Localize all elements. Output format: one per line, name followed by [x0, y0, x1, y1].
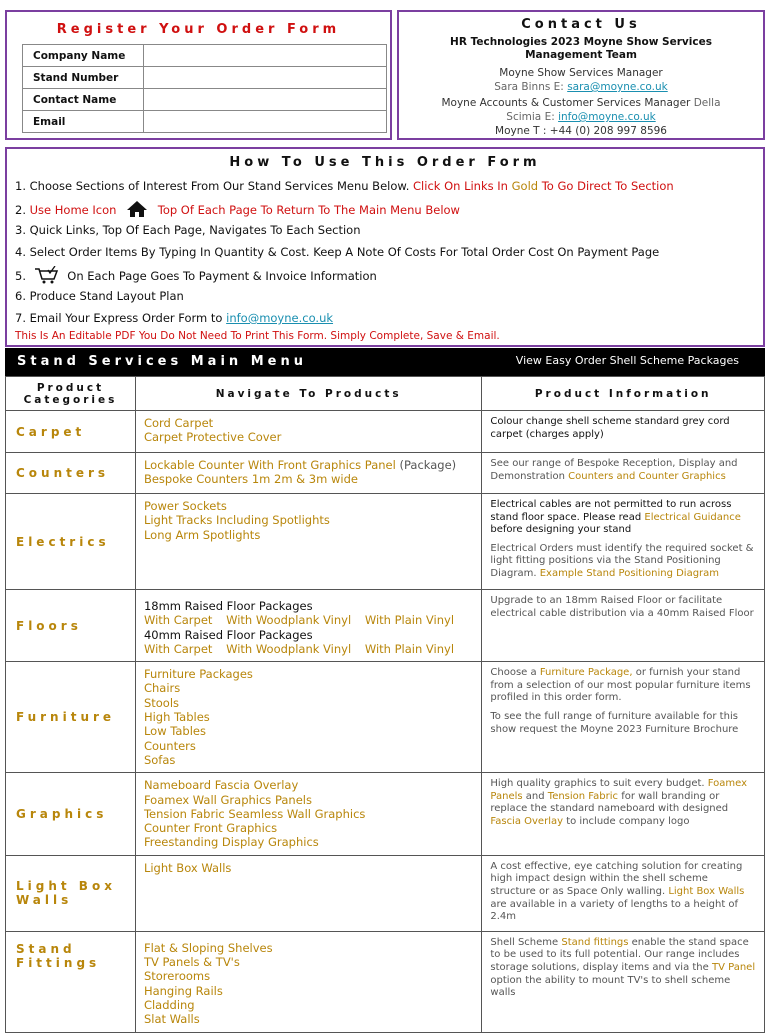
- nav-light-box: [135, 855, 481, 931]
- link-tension-fabric[interactable]: Tension Fabric Seamless Wall Graphics: [143, 806, 366, 821]
- table-row: [6, 931, 765, 1032]
- contact-org: HR Technologies 2023 Moyne Show Services Management Team: [450, 36, 712, 61]
- category-floors: Floors: [6, 590, 136, 662]
- accounts-email-link[interactable]: info@moyne.co.uk: [558, 111, 656, 123]
- category-graphics: Graphics: [6, 773, 136, 855]
- link-stools[interactable]: Stools: [143, 695, 180, 710]
- register-title: Register Your Order Form: [56, 22, 341, 37]
- link-info-foamex[interactable]: Foamex Panels: [490, 778, 748, 802]
- link-slat-walls[interactable]: Slat Walls: [143, 1012, 200, 1027]
- col-navigate: Navigate To Products: [135, 377, 481, 411]
- link-cord-carpet[interactable]: Cord Carpet: [143, 416, 214, 430]
- category-counters: Counters: [6, 453, 136, 494]
- shell-scheme-link[interactable]: View Easy Order Shell Scheme Packages: [515, 354, 739, 367]
- contact-phone: Moyne T : +44 (0) 208 997 8596: [495, 125, 667, 137]
- category-electrics: Electrics: [6, 494, 136, 590]
- home-icon[interactable]: [126, 200, 148, 218]
- contact-title: Contact Us: [521, 17, 641, 32]
- link-long-arm-spotlights[interactable]: Long Arm Spotlights: [143, 527, 261, 542]
- menu-table: [5, 376, 765, 1033]
- nav-furniture: [135, 662, 481, 773]
- table-row: [6, 453, 765, 494]
- link-carpet-cover[interactable]: Carpet Protective Cover: [143, 430, 282, 445]
- link-furniture-packages[interactable]: Furniture Packages: [143, 667, 253, 682]
- info-graphics: High quality graphics to suit every budget. Foamex Panels and Tension Fabric for wall branding or replace the standard nameboard with designed Fascia Overlay to include company logo: [482, 773, 765, 855]
- link-18-carpet[interactable]: With Carpet: [143, 613, 213, 628]
- step-5: 5. On Each Page Goes To Payment & Invoice Information: [15, 266, 377, 284]
- table-header-row: [6, 377, 765, 411]
- email-field[interactable]: [144, 111, 387, 133]
- col-categories: Product Categories: [6, 377, 136, 411]
- manager-line: Sara Binns E: sara@moyne.co.uk: [494, 81, 668, 93]
- nav-carpet: [135, 411, 481, 453]
- link-counters[interactable]: Counters: [143, 738, 196, 753]
- email-label: Email: [23, 111, 144, 133]
- how-to-title: How To Use This Order Form: [229, 155, 541, 170]
- link-freestanding-graphics[interactable]: Freestanding Display Graphics: [143, 835, 319, 850]
- contact-name-label: Contact Name: [23, 89, 144, 111]
- link-furniture-package-info[interactable]: Furniture Package,: [539, 667, 633, 679]
- table-row: [6, 494, 765, 590]
- register-form-panel: [5, 10, 392, 140]
- accounts-line: Moyne Accounts & Customer Services Manager Della: [441, 97, 721, 109]
- nav-counters: Lockable Counter With Front Graphics Panel (Package) Bespoke Counters 1m 2m & 3m wide: [135, 453, 481, 494]
- link-info-fascia[interactable]: Fascia Overlay: [490, 816, 564, 828]
- link-light-tracks[interactable]: Light Tracks Including Spotlights: [143, 513, 330, 528]
- link-foamex-panels[interactable]: Foamex Wall Graphics Panels: [143, 792, 312, 807]
- company-name-label: Company Name: [23, 45, 144, 67]
- link-counter-graphics[interactable]: Counters and Counter Graphics: [568, 470, 726, 482]
- link-18-plain[interactable]: With Plain Vinyl: [364, 613, 455, 628]
- manager-title: Moyne Show Services Manager: [499, 67, 663, 79]
- link-40-carpet[interactable]: With Carpet: [143, 641, 213, 656]
- info-carpet: Colour change shell scheme standard grey cord carpet (charges apply): [482, 411, 765, 453]
- link-18-woodplank[interactable]: With Woodplank Vinyl: [226, 613, 352, 628]
- category-furniture: Furniture: [6, 662, 136, 773]
- link-shelves[interactable]: Flat & Sloping Shelves: [143, 940, 273, 955]
- step-3: 3. Quick Links, Top Of Each Page, Navigates To Each Section: [15, 223, 361, 237]
- info-electrics: Electrical cables are not permitted to run across stand floor space. Please read Electrical Guidance before designing your stand Electrical Orders must identify the required socket & light fitting positions via the Stand Positioning Diagram. Example Stand Positioning Diagram: [482, 494, 765, 590]
- nav-stand-fittings: [135, 931, 481, 1032]
- main-menu: [5, 348, 765, 1033]
- table-row: [6, 662, 765, 773]
- express-email-link[interactable]: info@moyne.co.uk: [226, 311, 334, 325]
- table-row: [6, 411, 765, 453]
- link-chairs[interactable]: Chairs: [143, 681, 181, 696]
- link-storerooms[interactable]: Storerooms: [143, 969, 211, 984]
- register-fields-table: [22, 44, 387, 133]
- step-4: 4. Select Order Items By Typing In Quantity & Cost. Keep A Note Of Costs For Total Order Cost On Payment Page: [15, 245, 660, 259]
- stand-number-field[interactable]: [144, 67, 387, 89]
- menu-title: Stand Services Main Menu: [17, 354, 307, 369]
- category-light-box: Light Box Walls: [6, 855, 136, 931]
- how-to-panel: [5, 147, 765, 347]
- link-info-light-box[interactable]: Light Box Walls: [668, 885, 745, 897]
- contact-panel: [397, 10, 765, 140]
- link-light-box-walls[interactable]: Light Box Walls: [143, 860, 232, 875]
- link-tv-panels[interactable]: TV Panels & TV's: [143, 955, 240, 970]
- info-furniture: Choose a Furniture Package, or furnish your stand from a selection of our most popular furniture items profiled in this order form. To see the full range of furniture available for this show request the Moyne 2023 Furniture Brochure: [482, 662, 765, 773]
- link-40-plain[interactable]: With Plain Vinyl: [364, 641, 455, 656]
- table-row: [6, 855, 765, 931]
- table-row: [6, 773, 765, 855]
- link-nameboard-fascia[interactable]: Nameboard Fascia Overlay: [143, 778, 299, 793]
- step-7: 7. Email Your Express Order Form to info@moyne.co.uk: [15, 311, 334, 325]
- table-row: [6, 590, 765, 662]
- link-electrical-guidance[interactable]: Electrical Guidance: [644, 511, 741, 523]
- menu-header-bar: [5, 348, 765, 376]
- info-floors: Upgrade to an 18mm Raised Floor or facilitate electrical cable distribution via a 40mm Raised Floor: [482, 590, 765, 662]
- editable-pdf-note: This Is An Editable PDF You Do Not Need To Print This Form. Simply Complete, Save & Email.: [15, 330, 500, 342]
- floors-40mm-heading: 40mm Raised Floor Packages: [143, 627, 313, 642]
- step-1: 1. Choose Sections of Interest From Our Stand Services Menu Below. Click On Links In Gold To Go Direct To Section: [15, 179, 674, 193]
- link-info-tension[interactable]: Tension Fabric: [547, 790, 619, 802]
- manager-email-link[interactable]: sara@moyne.co.uk: [567, 81, 668, 93]
- contact-name-field[interactable]: [144, 89, 387, 111]
- link-lockable-counter[interactable]: Lockable Counter With Front Graphics Panel: [143, 458, 396, 472]
- link-hanging-rails[interactable]: Hanging Rails: [143, 983, 223, 998]
- link-low-tables[interactable]: Low Tables: [143, 724, 206, 739]
- company-name-field[interactable]: [144, 45, 387, 67]
- nav-electrics: [135, 494, 481, 590]
- category-stand-fittings: Stand Fittings: [6, 931, 136, 1032]
- link-cladding[interactable]: Cladding: [143, 997, 195, 1012]
- link-positioning-diagram[interactable]: Example Stand Positioning Diagram: [539, 567, 720, 579]
- nav-graphics: [135, 773, 481, 855]
- col-info: Product Information: [482, 377, 765, 411]
- link-40-woodplank[interactable]: With Woodplank Vinyl: [226, 641, 352, 656]
- floors-18mm-heading: 18mm Raised Floor Packages: [143, 599, 313, 613]
- link-info-stand-fittings[interactable]: Stand fittings: [561, 936, 629, 948]
- category-carpet: Carpet: [6, 411, 136, 453]
- link-power-sockets[interactable]: Power Sockets: [143, 499, 227, 513]
- link-bespoke-counters[interactable]: Bespoke Counters 1m 2m & 3m wide: [143, 472, 358, 487]
- link-counter-front-graphics[interactable]: Counter Front Graphics: [143, 821, 278, 836]
- accounts-email-line: Scimia E: info@moyne.co.uk: [506, 111, 656, 123]
- nav-floors: [135, 590, 481, 662]
- link-info-tv-panel[interactable]: TV Panel: [712, 961, 756, 973]
- info-counters: See our range of Bespoke Reception, Display and Demonstration Counters and Counter Graphics: [482, 453, 765, 494]
- info-stand-fittings: Shell Scheme Stand fittings enable the stand space to be used to its full potential. Our range includes storage solutions, display items and via the TV Panel option the ability to mount TV's to shell scheme walls: [482, 931, 765, 1032]
- link-sofas[interactable]: Sofas: [143, 752, 176, 767]
- stand-number-label: Stand Number: [23, 67, 144, 89]
- step-2: 2. Use Home Icon Top Of Each Page To Return To The Main Menu Below: [15, 200, 460, 218]
- info-light-box: A cost effective, eye catching solution for creating high impact design within the shell scheme structure or as Space Only walling. Light Box Walls are available in a variety of lengths to a height of 2.4m: [482, 855, 765, 931]
- shopping-cart-icon[interactable]: [34, 266, 60, 284]
- step-6: 6. Produce Stand Layout Plan: [15, 289, 184, 303]
- link-high-tables[interactable]: High Tables: [143, 710, 210, 725]
